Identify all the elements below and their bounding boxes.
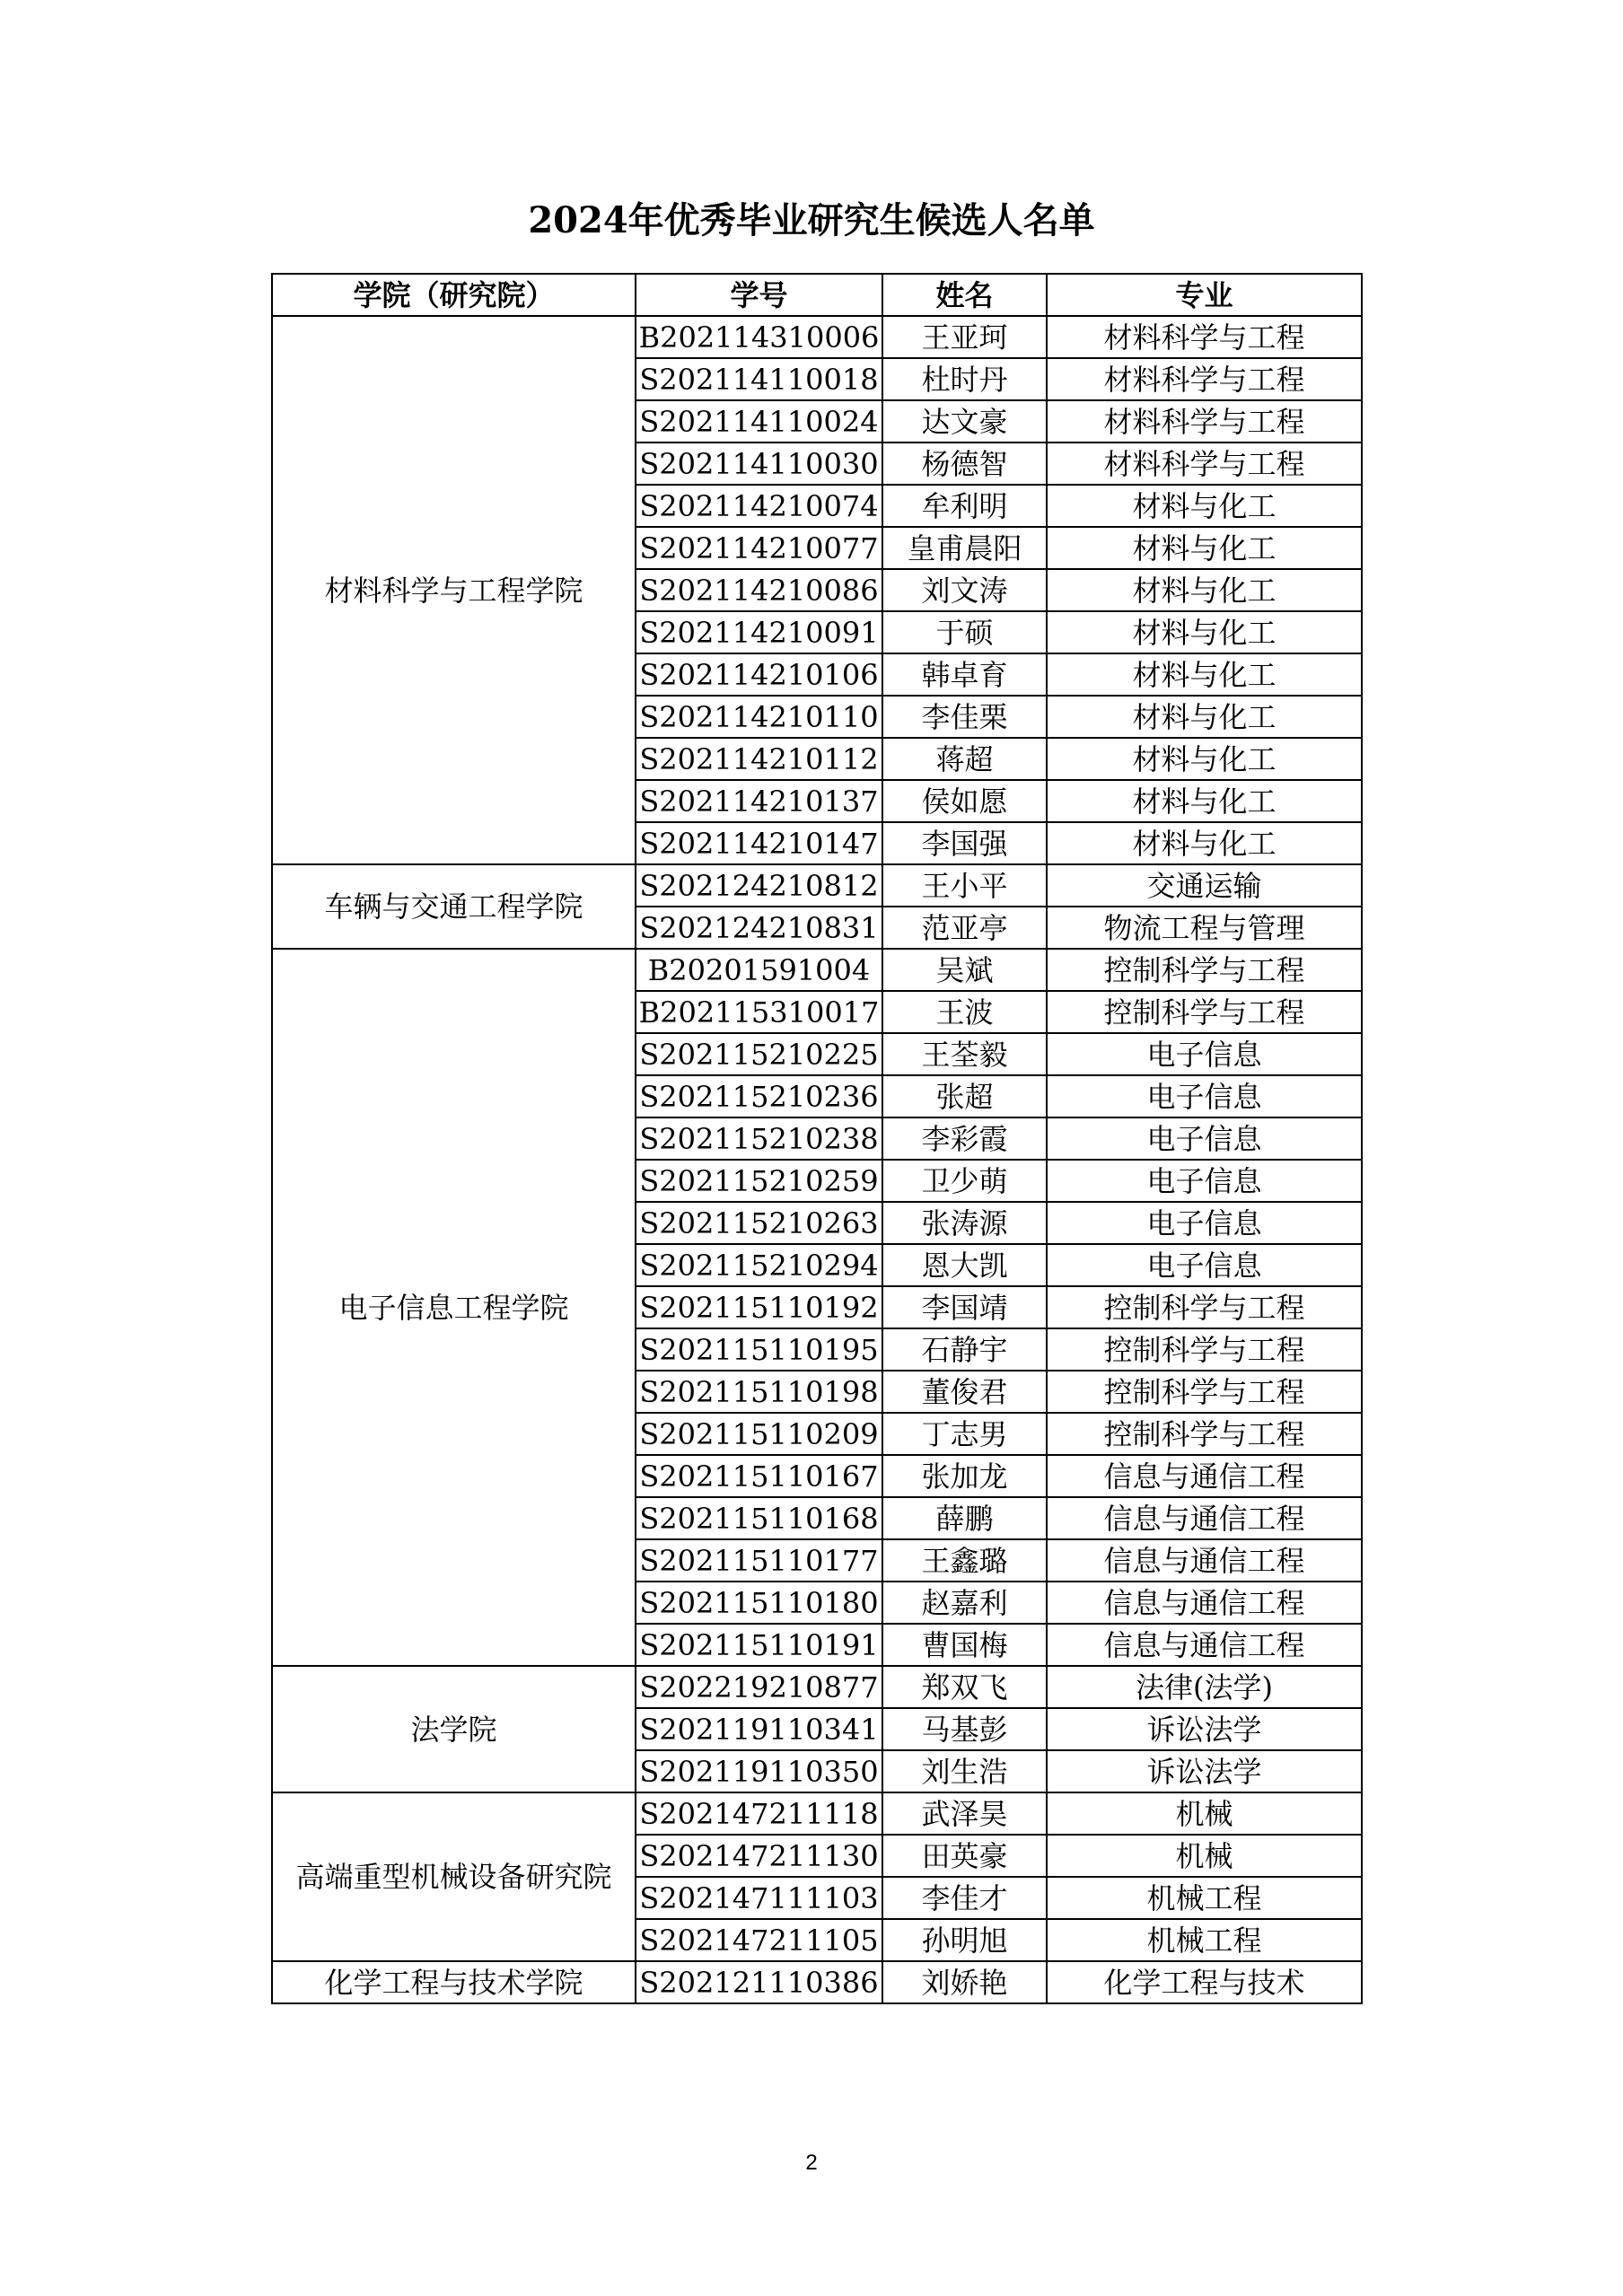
- name-cell: 张超: [882, 1075, 1047, 1117]
- student-id-cell: S202115210236: [636, 1075, 882, 1117]
- major-cell: 材料科学与工程: [1047, 358, 1362, 400]
- college-cell: 材料科学与工程学院: [272, 316, 636, 864]
- student-id-cell: S202119110350: [636, 1750, 882, 1792]
- major-cell: 化学工程与技术: [1047, 1961, 1362, 2003]
- major-cell: 材料科学与工程: [1047, 400, 1362, 443]
- student-id-cell: S202147211105: [636, 1919, 882, 1961]
- name-cell: 石静宇: [882, 1328, 1047, 1371]
- college-cell: 高端重型机械设备研究院: [272, 1792, 636, 1961]
- header-name: 姓名: [882, 274, 1047, 316]
- table-row: [272, 1666, 1362, 1708]
- major-cell: 材料与化工: [1047, 527, 1362, 569]
- major-cell: 物流工程与管理: [1047, 907, 1362, 949]
- name-cell: 吴斌: [882, 949, 1047, 991]
- student-id-cell: S202114210137: [636, 780, 882, 822]
- name-cell: 于硕: [882, 611, 1047, 653]
- header-college: 学院（研究院）: [272, 274, 636, 316]
- major-cell: 控制科学与工程: [1047, 1286, 1362, 1328]
- name-cell: 李佳才: [882, 1877, 1047, 1919]
- major-cell: 控制科学与工程: [1047, 991, 1362, 1033]
- major-cell: 材料与化工: [1047, 611, 1362, 653]
- name-cell: 王鑫璐: [882, 1539, 1047, 1582]
- table-row: [272, 949, 1362, 991]
- student-id-cell: S202219210877: [636, 1666, 882, 1708]
- student-id-cell: S202114210086: [636, 569, 882, 611]
- major-cell: 信息与通信工程: [1047, 1582, 1362, 1624]
- name-cell: 李国强: [882, 822, 1047, 864]
- name-cell: 李国靖: [882, 1286, 1047, 1328]
- major-cell: 电子信息: [1047, 1075, 1362, 1117]
- student-id-cell: S202114110024: [636, 400, 882, 443]
- name-cell: 卫少萌: [882, 1160, 1047, 1202]
- name-cell: 杨德智: [882, 443, 1047, 485]
- name-cell: 刘生浩: [882, 1750, 1047, 1792]
- major-cell: 信息与通信工程: [1047, 1624, 1362, 1666]
- student-id-cell: S202114210112: [636, 738, 882, 780]
- major-cell: 控制科学与工程: [1047, 949, 1362, 991]
- student-id-cell: S202115210238: [636, 1117, 882, 1160]
- table-row: [272, 1961, 1362, 2003]
- student-id-cell: S202115110195: [636, 1328, 882, 1371]
- student-id-cell: S202114210074: [636, 485, 882, 527]
- name-cell: 牟利明: [882, 485, 1047, 527]
- student-id-cell: B20201591004: [636, 949, 882, 991]
- student-id-cell: S202147211118: [636, 1792, 882, 1835]
- header-major: 专业: [1047, 274, 1362, 316]
- student-id-cell: S202119110341: [636, 1708, 882, 1750]
- name-cell: 丁志男: [882, 1413, 1047, 1455]
- name-cell: 蒋超: [882, 738, 1047, 780]
- major-cell: 材料与化工: [1047, 822, 1362, 864]
- table-row: [272, 1792, 1362, 1835]
- major-cell: 诉讼法学: [1047, 1750, 1362, 1792]
- student-id-cell: S202115110180: [636, 1582, 882, 1624]
- major-cell: 电子信息: [1047, 1033, 1362, 1075]
- major-cell: 材料与化工: [1047, 780, 1362, 822]
- student-id-cell: S202115210225: [636, 1033, 882, 1075]
- student-id-cell: S202147111103: [636, 1877, 882, 1919]
- name-cell: 张加龙: [882, 1455, 1047, 1497]
- student-id-cell: S202115110209: [636, 1413, 882, 1455]
- major-cell: 材料与化工: [1047, 738, 1362, 780]
- student-id-cell: S202115110192: [636, 1286, 882, 1328]
- name-cell: 侯如愿: [882, 780, 1047, 822]
- name-cell: 薛鹏: [882, 1497, 1047, 1539]
- student-id-cell: S202114210077: [636, 527, 882, 569]
- major-cell: 电子信息: [1047, 1244, 1362, 1286]
- page-title: 2024年优秀毕业研究生候选人名单: [528, 199, 1095, 241]
- name-cell: 韩卓育: [882, 653, 1047, 696]
- major-cell: 信息与通信工程: [1047, 1497, 1362, 1539]
- table-header-row: [272, 274, 1362, 316]
- college-cell: 电子信息工程学院: [272, 949, 636, 1666]
- major-cell: 材料与化工: [1047, 653, 1362, 696]
- name-cell: 李佳栗: [882, 696, 1047, 738]
- student-id-cell: S202115110191: [636, 1624, 882, 1666]
- name-cell: 王波: [882, 991, 1047, 1033]
- major-cell: 信息与通信工程: [1047, 1539, 1362, 1582]
- major-cell: 电子信息: [1047, 1160, 1362, 1202]
- college-cell: 化学工程与技术学院: [272, 1961, 636, 2003]
- student-id-cell: S202124210831: [636, 907, 882, 949]
- student-id-cell: B202114310006: [636, 316, 882, 358]
- name-cell: 李彩霞: [882, 1117, 1047, 1160]
- name-cell: 达文豪: [882, 400, 1047, 443]
- student-id-cell: S202115210263: [636, 1202, 882, 1244]
- candidate-table: [271, 273, 1363, 2004]
- college-cell: 法学院: [272, 1666, 636, 1792]
- college-cell: 车辆与交通工程学院: [272, 864, 636, 949]
- major-cell: 控制科学与工程: [1047, 1413, 1362, 1455]
- student-id-cell: S202114210110: [636, 696, 882, 738]
- name-cell: 王小平: [882, 864, 1047, 907]
- table-body: [272, 316, 1362, 2003]
- student-id-cell: S202114210147: [636, 822, 882, 864]
- header-student-id: 学号: [636, 274, 882, 316]
- major-cell: 诉讼法学: [1047, 1708, 1362, 1750]
- name-cell: 王荃毅: [882, 1033, 1047, 1075]
- major-cell: 材料科学与工程: [1047, 316, 1362, 358]
- student-id-cell: S202114110018: [636, 358, 882, 400]
- name-cell: 皇甫晨阳: [882, 527, 1047, 569]
- student-id-cell: S202115110168: [636, 1497, 882, 1539]
- major-cell: 机械: [1047, 1835, 1362, 1877]
- table-row: [272, 864, 1362, 907]
- name-cell: 武泽昊: [882, 1792, 1047, 1835]
- name-cell: 刘文涛: [882, 569, 1047, 611]
- name-cell: 范亚亭: [882, 907, 1047, 949]
- student-id-cell: S202115210294: [636, 1244, 882, 1286]
- student-id-cell: S202147211130: [636, 1835, 882, 1877]
- name-cell: 董俊君: [882, 1371, 1047, 1413]
- student-id-cell: S202115210259: [636, 1160, 882, 1202]
- student-id-cell: B202115310017: [636, 991, 882, 1033]
- name-cell: 曹国梅: [882, 1624, 1047, 1666]
- student-id-cell: S202114210091: [636, 611, 882, 653]
- major-cell: 电子信息: [1047, 1202, 1362, 1244]
- table-row: [272, 316, 1362, 358]
- student-id-cell: S202114110030: [636, 443, 882, 485]
- major-cell: 交通运输: [1047, 864, 1362, 907]
- major-cell: 信息与通信工程: [1047, 1455, 1362, 1497]
- name-cell: 田英豪: [882, 1835, 1047, 1877]
- student-id-cell: S202124210812: [636, 864, 882, 907]
- major-cell: 机械工程: [1047, 1919, 1362, 1961]
- name-cell: 孙明旭: [882, 1919, 1047, 1961]
- student-id-cell: S202115110198: [636, 1371, 882, 1413]
- student-id-cell: S202114210106: [636, 653, 882, 696]
- major-cell: 机械: [1047, 1792, 1362, 1835]
- major-cell: 材料科学与工程: [1047, 443, 1362, 485]
- major-cell: 机械工程: [1047, 1877, 1362, 1919]
- major-cell: 材料与化工: [1047, 696, 1362, 738]
- name-cell: 王亚珂: [882, 316, 1047, 358]
- major-cell: 材料与化工: [1047, 485, 1362, 527]
- major-cell: 电子信息: [1047, 1117, 1362, 1160]
- name-cell: 郑双飞: [882, 1666, 1047, 1708]
- student-id-cell: S202115110177: [636, 1539, 882, 1582]
- name-cell: 刘娇艳: [882, 1961, 1047, 2003]
- major-cell: 控制科学与工程: [1047, 1371, 1362, 1413]
- name-cell: 杜时丹: [882, 358, 1047, 400]
- major-cell: 法律(法学): [1047, 1666, 1362, 1708]
- name-cell: 赵嘉利: [882, 1582, 1047, 1624]
- major-cell: 控制科学与工程: [1047, 1328, 1362, 1371]
- major-cell: 材料与化工: [1047, 569, 1362, 611]
- name-cell: 马基彭: [882, 1708, 1047, 1750]
- student-id-cell: S202115110167: [636, 1455, 882, 1497]
- name-cell: 张涛源: [882, 1202, 1047, 1244]
- page-number: 2: [805, 2151, 818, 2175]
- name-cell: 恩大凯: [882, 1244, 1047, 1286]
- student-id-cell: S202121110386: [636, 1961, 882, 2003]
